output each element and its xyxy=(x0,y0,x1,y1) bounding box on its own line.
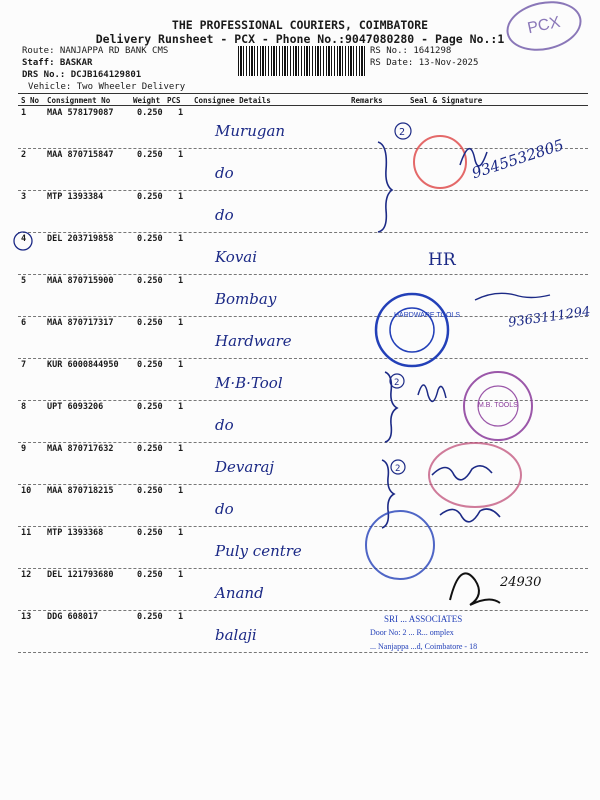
row-sno: 12 xyxy=(21,570,32,580)
row-consignment: DEL 121793680 xyxy=(47,570,114,580)
runsheet-subtitle: Delivery Runsheet - PCX - Phone No.:9047080280 - Page No.:1 xyxy=(95,32,505,46)
row-consignee: balaji xyxy=(215,626,257,644)
row-sno: 8 xyxy=(21,402,27,412)
row-sno: 7 xyxy=(21,360,27,370)
row-consignment: MAA 870715847 xyxy=(47,150,114,160)
row-weight: 0.250 xyxy=(137,150,163,160)
company-title: THE PROFESSIONAL COURIERS, COIMBATORE xyxy=(171,18,429,32)
row-weight: 0.250 xyxy=(137,234,163,244)
row-pcs: 1 xyxy=(178,318,184,328)
col-sno: S No xyxy=(21,96,40,105)
signature-10 xyxy=(440,509,500,522)
remark-hr: HR xyxy=(428,250,456,270)
row-sno: 5 xyxy=(21,276,27,286)
pcx-stamp: PCX xyxy=(502,0,586,57)
row-consignee: M·B·Tool xyxy=(215,374,283,392)
row-consignment: UPT 6093206 xyxy=(47,402,104,412)
row-sno: 4 xyxy=(21,234,27,244)
row-weight: 0.250 xyxy=(137,570,163,580)
row-pcs: 1 xyxy=(178,108,184,118)
staff-label: Staff: BASKAR xyxy=(22,58,93,68)
row-consignment: MTP 1393368 xyxy=(47,528,104,538)
mbtools-stamp-text: M.B. TOOLS xyxy=(478,402,518,409)
vehicle-label: Vehicle: Two Wheeler Delivery xyxy=(28,82,186,92)
row-pcs: 1 xyxy=(178,444,184,454)
row-sno: 1 xyxy=(21,108,27,118)
row-pcs: 1 xyxy=(178,360,184,370)
row-pcs: 1 xyxy=(178,612,184,622)
row-sno: 2 xyxy=(21,150,27,160)
signature-7 xyxy=(418,385,446,401)
sno-circle-mark xyxy=(14,232,32,250)
row-consignment: MAA 870717632 xyxy=(47,444,114,454)
brace-1-3 xyxy=(378,142,392,232)
route-label: Route: NANJAPPA RD BANK CMS xyxy=(22,46,169,56)
rs-date: RS Date: 13-Nov-2025 xyxy=(370,58,479,68)
row-consignee: Devaraj xyxy=(215,458,275,476)
row-weight: 0.250 xyxy=(137,612,163,622)
hardware-stamp xyxy=(376,294,448,366)
col-pcs: PCS xyxy=(167,96,181,105)
row-weight: 0.250 xyxy=(137,276,163,286)
svg-text:2: 2 xyxy=(399,127,406,138)
row-consignment: DEL 203719858 xyxy=(47,234,114,244)
row-consignee: Puly centre xyxy=(215,542,302,560)
row-weight: 0.250 xyxy=(137,360,163,370)
centre-stamp xyxy=(366,511,434,579)
devaraj-stamp xyxy=(429,443,521,507)
red-seal-1 xyxy=(414,136,466,188)
col-seal: Seal & Signature xyxy=(410,96,483,105)
signature-9 xyxy=(432,466,492,480)
row-pcs: 1 xyxy=(178,528,184,538)
row-consignee: do xyxy=(215,164,234,182)
row-consignee: Anand xyxy=(215,584,264,602)
row-consignee: Bombay xyxy=(215,290,277,308)
row-consignment: MAA 870717317 xyxy=(47,318,114,328)
row-sno: 9 xyxy=(21,444,27,454)
row-weight: 0.250 xyxy=(137,402,163,412)
row-weight: 0.250 xyxy=(137,192,163,202)
row-pcs: 1 xyxy=(178,402,184,412)
phone-note-1: 9345532805 xyxy=(469,135,566,183)
associates-stamp-name: SRI ... ASSOCIATES xyxy=(384,614,463,624)
drs-label: DRS No.: DCJB164129801 xyxy=(22,70,142,80)
row-pcs: 1 xyxy=(178,234,184,244)
row-pcs: 1 xyxy=(178,150,184,160)
row-pcs: 1 xyxy=(178,192,184,202)
rs-number: RS No.: 1641298 xyxy=(370,46,452,56)
hardware-stamp-text: HARDWARE TOOLS xyxy=(394,312,460,319)
row-consignee: do xyxy=(215,500,234,518)
svg-text:2: 2 xyxy=(394,378,400,388)
signature-12-note: 24930 xyxy=(500,575,542,590)
associates-stamp-addr1: Door No: 2 ... R... omplex xyxy=(370,628,454,637)
col-remarks: Remarks xyxy=(351,96,383,105)
row-consignment: MTP 1393384 xyxy=(47,192,104,202)
row-weight: 0.250 xyxy=(137,486,163,496)
row-weight: 0.250 xyxy=(137,528,163,538)
col-consignment: Consignment No xyxy=(47,96,111,105)
row-consignment: MAA 870715900 xyxy=(47,276,114,286)
phone-note-2: 9363111294 xyxy=(507,304,592,331)
row-consignee: Kovai xyxy=(215,248,258,266)
row-consignee: do xyxy=(215,416,234,434)
col-consignee: Consignee Details xyxy=(194,96,271,105)
col-weight: Weight xyxy=(133,96,161,105)
row-sno: 11 xyxy=(21,528,32,538)
row-weight: 0.250 xyxy=(137,318,163,328)
row-pcs: 1 xyxy=(178,486,184,496)
signature-6 xyxy=(475,293,550,300)
row-consignee: Hardware xyxy=(215,332,292,350)
row-weight: 0.250 xyxy=(137,444,163,454)
row-consignment: MAA 578179087 xyxy=(47,108,114,118)
row-weight: 0.250 xyxy=(137,108,163,118)
row-pcs: 1 xyxy=(178,276,184,286)
signature-12 xyxy=(450,573,500,605)
row-sno: 10 xyxy=(21,486,32,496)
row-consignee: do xyxy=(215,206,234,224)
row-sno: 3 xyxy=(21,192,27,202)
row-consignment: KUR 6000844950 xyxy=(47,360,119,370)
row-sno: 13 xyxy=(21,612,32,622)
row-pcs: 1 xyxy=(178,570,184,580)
svg-text:2: 2 xyxy=(395,464,401,474)
row-consignment: MAA 870718215 xyxy=(47,486,114,496)
row-sno: 6 xyxy=(21,318,27,328)
row-consignment: DDG 608017 xyxy=(47,612,99,622)
associates-stamp-addr2: ... Nanjappa ...d, Coimbatore - 18 xyxy=(370,642,478,651)
row-consignee: Murugan xyxy=(215,122,286,140)
